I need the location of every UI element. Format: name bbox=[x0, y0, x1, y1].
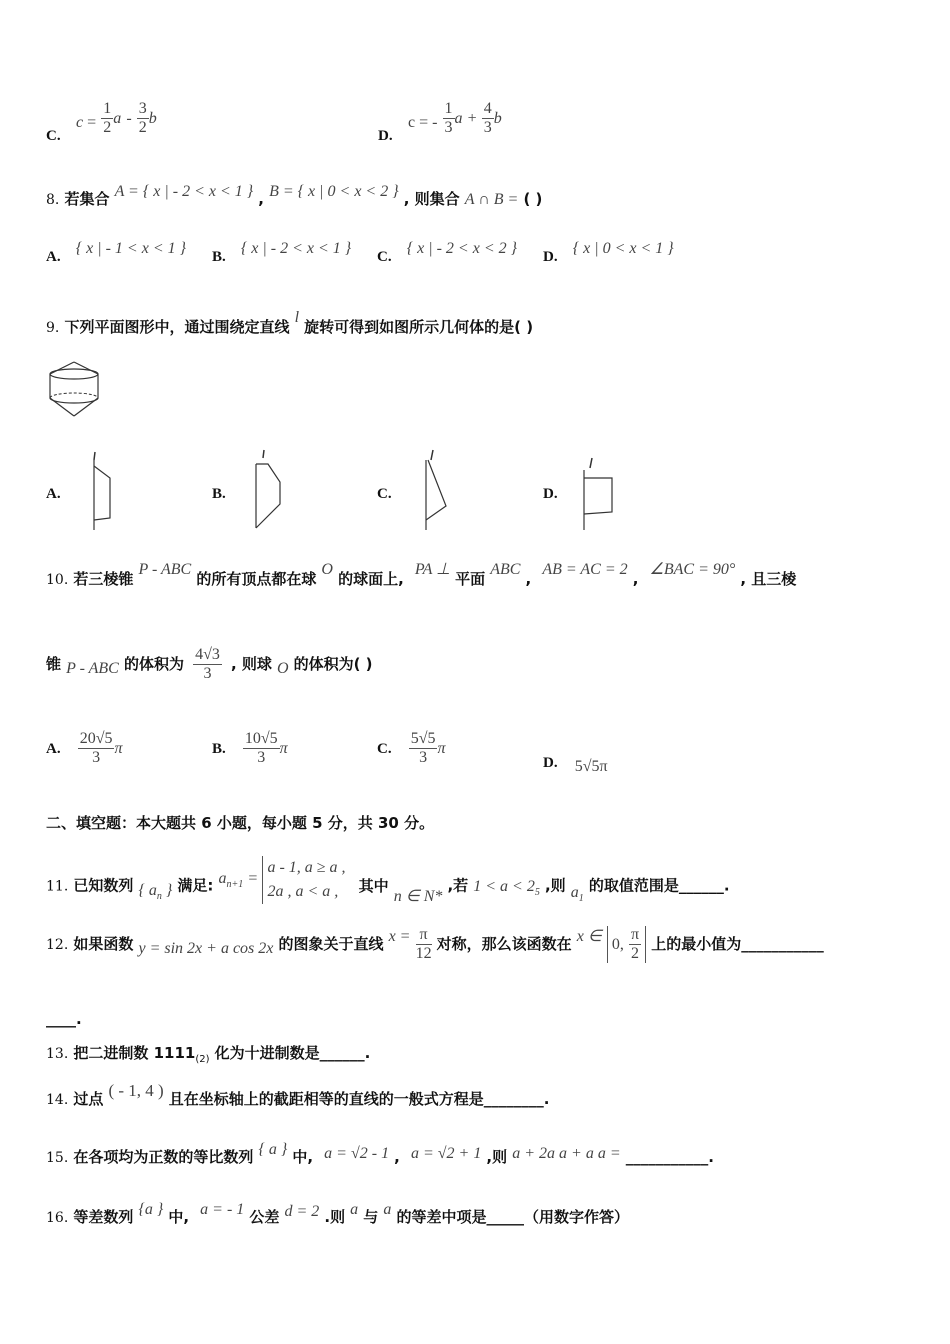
question-14: 14. 过点 ( - 1, 4 ) 且在坐标轴上的截距相等的直线的一般式方程是________. bbox=[46, 1081, 550, 1108]
q9-option-d-figure bbox=[576, 456, 620, 532]
q9-option-b-figure bbox=[248, 448, 292, 532]
question-16: 16. 等差数列 {a } 中, a = - 1 公差 d = 2 .则 a 与 a 的等差中项是_____（用数字作答） bbox=[46, 1201, 629, 1226]
q9-option-d-label[interactable]: D. bbox=[543, 486, 558, 502]
q7-option-c-expr: c = $\frac{1}{2}$ a - $\frac{3}{2}$ b bbox=[76, 100, 157, 136]
q10-option-a[interactable]: A. $\frac{20√5}{3}$ π bbox=[46, 730, 123, 766]
q7-option-c-label: C. bbox=[46, 128, 61, 144]
question-12-line1: 12. 如果函数 y = sin 2x + a cos 2x 的图象关于直线 x = $\frac{\pi}{12}$ 对称，那么该函数在 x ∈ 0, $\frac{\pi}{2}$ 上的最小值为___________ bbox=[46, 926, 824, 962]
section-2-heading: 二、填空题：本大题共 6 小题，每小题 5 分，共 30 分。 bbox=[46, 814, 435, 832]
question-10-line1: 10. 若三棱锥 P - ABC 的所有顶点都在球 O 的球面上, PA ⊥ 平面 ABC , AB = AC = 2 , ∠BAC = 90° , 且三棱 bbox=[46, 561, 797, 588]
q7-option-d-label: D. bbox=[378, 128, 393, 144]
q9-option-b-label[interactable]: B. bbox=[212, 486, 226, 502]
q10-option-c[interactable]: C. $\frac{5√5}{3}$ π bbox=[377, 730, 446, 766]
q10-option-d[interactable]: D. 5√5π bbox=[543, 755, 608, 775]
q8-option-c[interactable]: C. { x | - 2 < x < 2 } bbox=[377, 240, 518, 265]
q8-option-b[interactable]: B. { x | - 2 < x < 1 } bbox=[212, 240, 352, 265]
question-10-line2: 锥 P - ABC 的体积为 $\frac{4√3}{3}$ , 则球 O 的体积为( ) bbox=[46, 646, 373, 682]
q9-option-a-label[interactable]: A. bbox=[46, 486, 61, 502]
question-11: 11. 已知数列 { $a_n$ } 满足: $a_{n+1}$ = a - 1, a ≥ a , 2a , a < a , 其中 n ∈ N* ,若 $1 < a < 2_5$ ,则 $a_1$ 的取值范围是______. bbox=[46, 862, 730, 910]
question-13: 13. 把二进制数 $1111_{(2)}$ 化为十进制数是______. bbox=[46, 1044, 371, 1066]
q7-option-d-expr: c = - $\frac{1}{3}$ a + $\frac{4}{3}$ b bbox=[408, 100, 502, 136]
question-9: 9. 下列平面图形中，通过围绕定直线 l 旋转可得到如图所示几何体的是( ) bbox=[46, 309, 534, 336]
q8-option-d[interactable]: D. { x | 0 < x < 1 } bbox=[543, 240, 674, 265]
question-15: 15. 在各项均为正数的等比数列 { a } 中, a = √2 - 1 , a = √2 + 1 ,则 a + 2a a + a a = ___________. bbox=[46, 1141, 714, 1166]
q8-option-a[interactable]: A. { x | - 1 < x < 1 } bbox=[46, 240, 187, 265]
q9-option-c-figure bbox=[418, 448, 458, 532]
q9-option-a-figure bbox=[86, 448, 126, 532]
q9-solid-figure bbox=[46, 358, 106, 422]
q9-option-c-label[interactable]: C. bbox=[377, 486, 392, 502]
question-12-line2: ____. bbox=[46, 1010, 82, 1028]
question-8: 8. 若集合 A = { x | - 2 < x < 1 } , B = { x | 0 < x < 2 } , 则集合 A ∩ B = ( ) bbox=[46, 183, 543, 208]
q10-option-b[interactable]: B. $\frac{10√5}{3}$ π bbox=[212, 730, 288, 766]
